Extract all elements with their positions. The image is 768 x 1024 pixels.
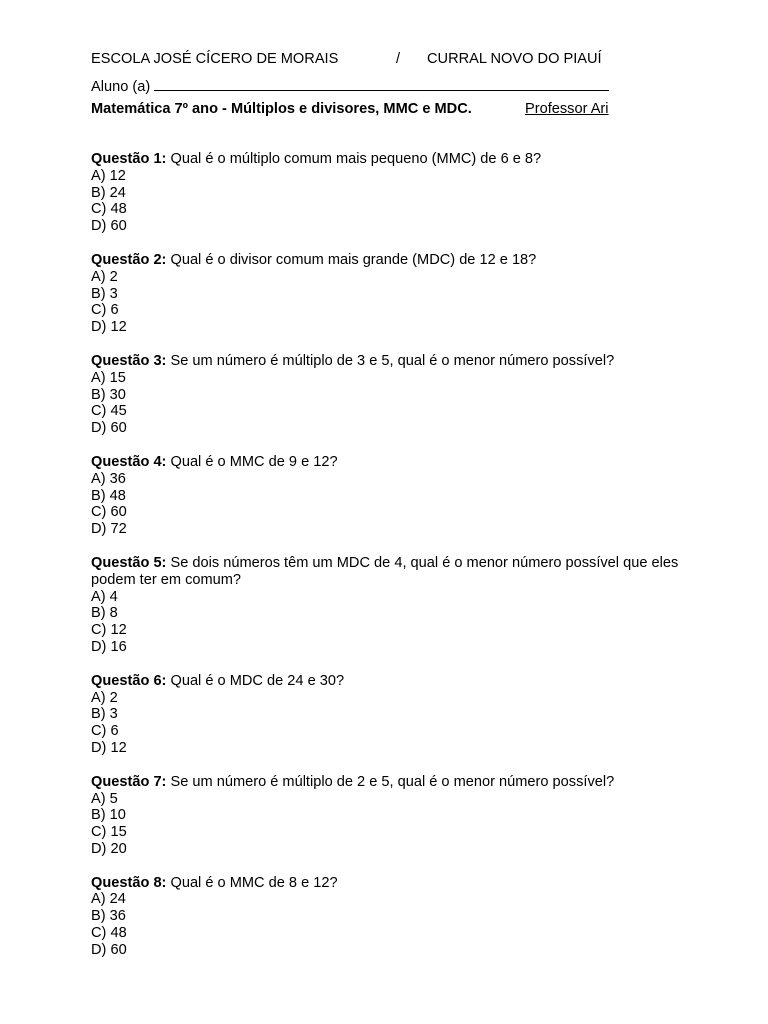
question-text: Qual é o MDC de 24 e 30? [166, 672, 345, 689]
question-label: Questão 8: [91, 874, 167, 891]
question-text-line [91, 673, 691, 690]
answer-option: A) 36 [91, 470, 126, 487]
subject-title: Matemática 7º ano - Múltiplos e divisores, MMC e MDC. [91, 101, 472, 117]
question-label: Questão 2: [91, 251, 167, 268]
answer-option: A) 12 [91, 167, 126, 184]
answer-option: D) 60 [91, 218, 127, 235]
question-label: Questão 3: [91, 352, 167, 369]
question-text-line [91, 774, 691, 791]
answer-option: B) 30 [91, 386, 126, 403]
answer-option: C) 6 [91, 723, 119, 740]
question-label: Questão 5: [91, 554, 167, 571]
question-text: Se um número é múltiplo de 3 e 5, qual é o menor número possível? [166, 352, 615, 369]
question-3 [91, 353, 691, 437]
answer-option: B) 36 [91, 908, 126, 925]
answer-option: D) 12 [91, 319, 127, 336]
question-6 [91, 673, 691, 757]
answer-option: A) 15 [91, 369, 126, 386]
answer-option: B) 3 [91, 285, 118, 302]
answer-option: C) 15 [91, 824, 127, 841]
question-5 [91, 555, 691, 656]
teacher-name: Professor Ari [525, 101, 609, 117]
answer-option: A) 2 [91, 689, 118, 706]
city-name: CURRAL NOVO DO PIAUÍ [427, 51, 602, 67]
answer-option: D) 60 [91, 941, 127, 958]
student-name-blank [154, 76, 609, 91]
question-text: Qual é o divisor comum mais grande (MDC) de 12 e 18? [166, 251, 537, 268]
answer-option: B) 8 [91, 605, 118, 622]
answer-option: A) 2 [91, 268, 118, 285]
question-2 [91, 252, 691, 336]
answer-option: B) 10 [91, 807, 126, 824]
question-text: Qual é o MMC de 8 e 12? [166, 874, 338, 891]
school-name: ESCOLA JOSÉ CÍCERO DE MORAIS [91, 51, 339, 67]
answer-option: A) 5 [91, 790, 118, 807]
worksheet-page [91, 50, 691, 976]
question-text: Qual é o MMC de 9 e 12? [166, 453, 338, 470]
answer-option: D) 20 [91, 840, 127, 857]
answer-option: A) 4 [91, 588, 118, 605]
question-text: Se dois números têm um MDC de 4, qual é o menor número possível que eles podem ter em comum? [91, 554, 683, 588]
question-4 [91, 454, 691, 538]
question-1 [91, 151, 691, 235]
question-text: Se um número é múltiplo de 2 e 5, qual é o menor número possível? [166, 773, 615, 790]
answer-option: C) 45 [91, 403, 127, 420]
question-label: Questão 4: [91, 453, 167, 470]
question-text-line [91, 454, 691, 471]
answer-option: D) 60 [91, 420, 127, 437]
answer-option: B) 48 [91, 487, 126, 504]
question-7 [91, 774, 691, 858]
question-label: Questão 6: [91, 672, 167, 689]
answer-option: C) 6 [91, 302, 119, 319]
answer-option: C) 12 [91, 622, 127, 639]
subject-line [91, 100, 691, 118]
question-text-line [91, 252, 691, 269]
answer-option: C) 48 [91, 201, 127, 218]
question-list [91, 151, 691, 959]
answer-option: D) 12 [91, 739, 127, 756]
answer-option: D) 72 [91, 521, 127, 538]
question-text-line [91, 555, 691, 589]
question-label: Questão 1: [91, 151, 167, 167]
answer-option: B) 3 [91, 706, 118, 723]
answer-option: C) 48 [91, 925, 127, 942]
question-text: Qual é o múltiplo comum mais pequeno (MMC) de 6 e 8? [166, 151, 542, 167]
student-label: Aluno (a) [91, 79, 151, 95]
answer-option: C) 60 [91, 504, 127, 521]
question-8 [91, 875, 691, 959]
question-label: Questão 7: [91, 773, 167, 790]
question-text-line [91, 875, 691, 892]
answer-option: D) 16 [91, 638, 127, 655]
question-text-line [91, 353, 691, 370]
header-separator: / [396, 51, 401, 67]
answer-option: A) 24 [91, 891, 126, 908]
header-school-line [91, 50, 691, 68]
question-text-line [91, 151, 691, 168]
answer-option: B) 24 [91, 184, 126, 201]
student-line [91, 76, 691, 94]
